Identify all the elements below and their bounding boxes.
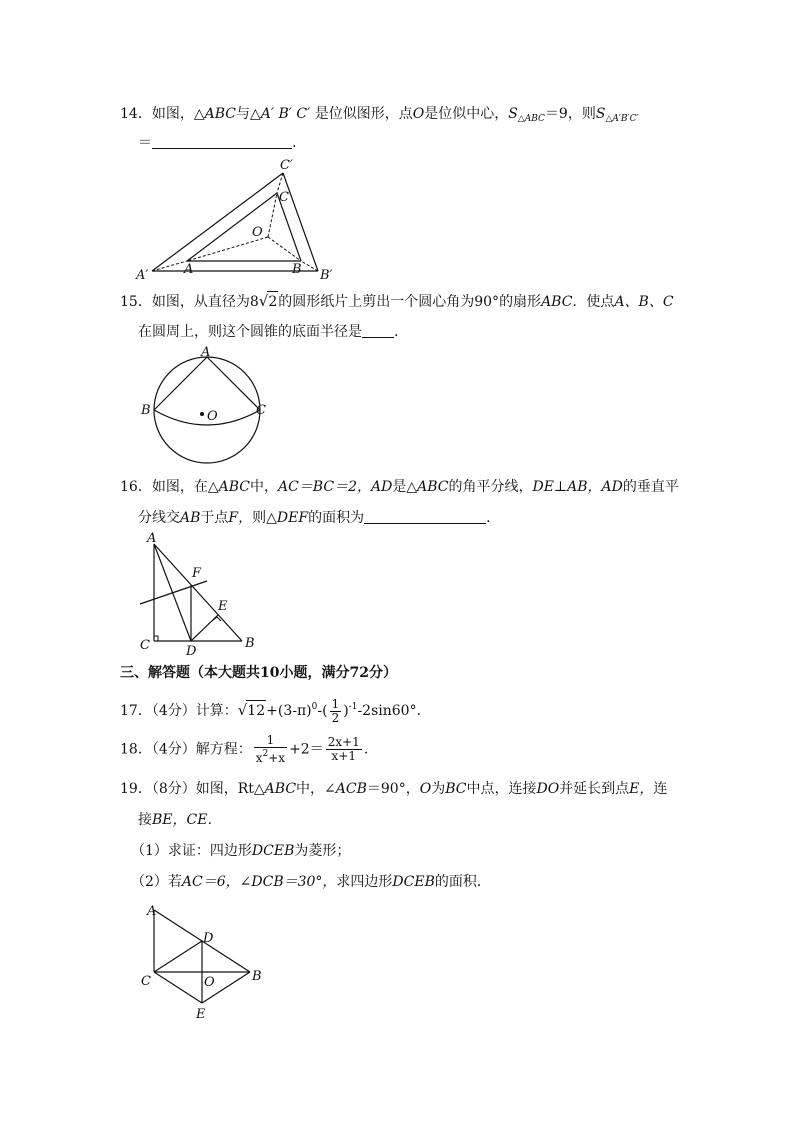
q19-label-b: B [252,969,262,984]
q16-label-f: F [192,566,202,581]
q15-label-a: A [201,345,211,360]
q19-label-e: E [196,1007,206,1022]
q15-label-o: O [207,409,218,424]
q19-sub1: （1）求证：四边形DCEB为菱形； [131,843,351,859]
q15-figure [140,345,270,466]
q16-answer-blank[interactable] [364,509,486,524]
q15-label-c: C [256,403,266,418]
q16-label-b: B [245,636,255,651]
q19-label-o: O [204,975,215,990]
q17-line: 17．（4分）计算：$√12+(3-\pi)^0-$( $\frac{1}{2}$ )$^{-1}$-2sin60°． [120,696,431,725]
q16-line2: 分线交AB于点F，则△DEF的面积为 . [138,510,491,526]
q16-label-d: D [186,644,197,659]
q15-line2: 在圆周上，则这个圆锥的底面半径是 . [138,324,399,340]
q18-line: 18．（4分）解方程： $\frac{1}{x^2+x}$ +2＝ $\frac{2x+1}{x+1}$ . [120,733,369,765]
q19-sub2: （2）若AC＝6，∠DCB＝30°，求四边形DCEB的面积． [131,874,491,890]
q14-number: 14． [120,106,152,122]
q19-label-a: A [147,904,157,919]
q14-label-c: C [279,190,289,205]
q14-line2: ＝ . [138,135,297,151]
q19-label-c: C [141,974,151,989]
q15-line1: 15．如图，从直径为8√2的圆形纸片上剪出一个圆心角为90°的扇形ABC．使点A、B、C [120,292,674,310]
q14-figure [130,155,350,283]
q14-label-o: O [252,225,263,240]
q19-line2: 接BE，CE． [138,812,222,828]
q14-answer-blank[interactable] [152,134,292,149]
q14-label-a-prime: A′ [136,268,149,283]
q16-label-e: E [218,599,228,614]
q19-label-d: D [203,931,214,946]
q14-line1: 14．如图，△ABC与△A′ B′ C′ 是位似图形，点O是位似中心，$S_{\triangle ABC}=9$，则$S_{\triangle A'B'C'}$ [120,106,639,124]
section-3-title: 三、解答题（本大题共10小题，满分72分） [120,665,397,681]
q16-figure [136,530,261,659]
q16-label-c: C [140,638,150,653]
q14-label-a: A [184,262,194,277]
q15-label-b: B [141,403,151,418]
q14-label-b: B [292,262,302,277]
q15-answer-blank[interactable] [362,323,394,338]
q16-label-a: A [147,531,157,546]
q19-figure [138,900,268,1022]
q14-label-b-prime: B′ [320,268,333,283]
q16-line1: 16．如图，在△ABC中，AC＝BC＝2，AD是△ABC的角平分线，DE⊥AB，AD的垂直平 [120,479,679,495]
q19-line1: 19．（8分）如图，Rt△ABC中，∠ACB＝90°，O为BC中点，连接DO并延长到点E，连 [120,781,668,797]
q14-label-c-prime: C′ [280,158,293,173]
